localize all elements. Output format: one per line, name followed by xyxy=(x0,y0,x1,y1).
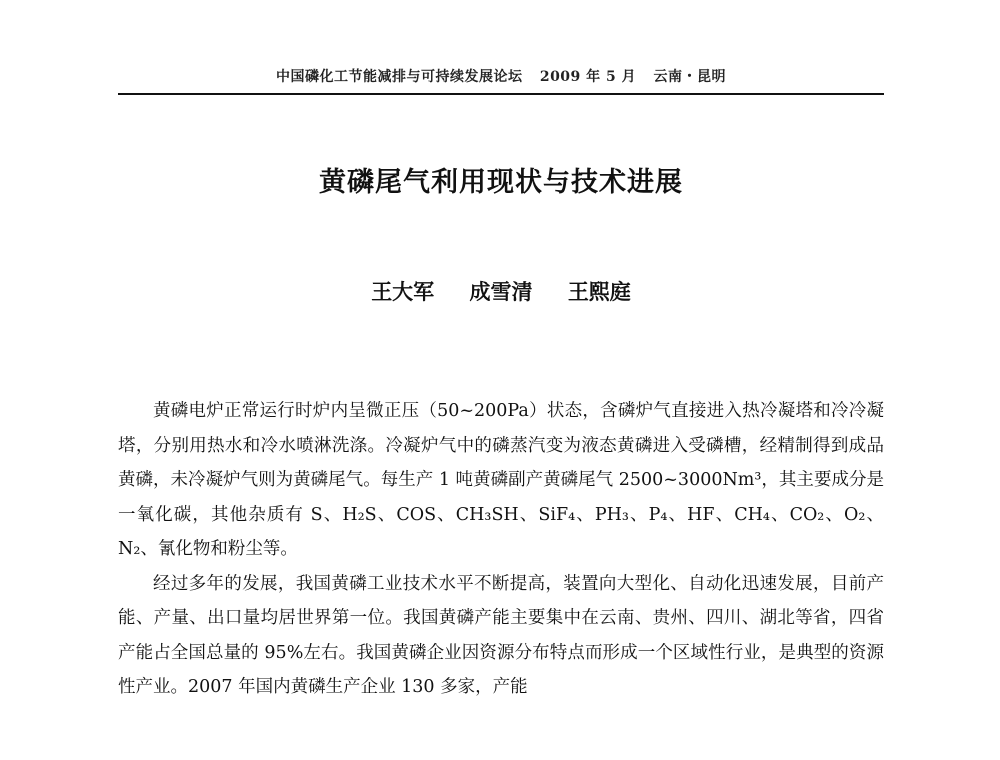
paragraph: 经过多年的发展，我国黄磷工业技术水平不断提高，装置向大型化、自动化迅速发展，目前产能、产量、出口量均居世界第一位。我国黄磷产能主要集中在云南、贵州、四川、湖北等省，四省产能占全国总量的 95%左右。我国黄磷企业因资源分布特点而形成一个区域性行业，是典型的资源性产业。2007 年国内黄磷生产企业 130 多家，产能 xyxy=(118,573,884,697)
author-name: 王熙庭 xyxy=(567,280,631,304)
author-list xyxy=(118,276,884,306)
running-header xyxy=(118,66,884,86)
body-text xyxy=(118,394,884,705)
author-name: 王大军 xyxy=(371,280,435,304)
header-location: 云南・昆明 xyxy=(653,69,727,85)
paragraph: 黄磷电炉正常运行时炉内呈微正压（50~200Pa）状态，含磷炉气直接进入热冷凝塔和冷冷凝塔，分别用热水和冷水喷淋洗涤。冷凝炉气中的磷蒸汽变为液态黄磷进入受磷槽，经精制得到成品黄磷，未冷凝炉气则为黄磷尾气。每生产 1 吨黄磷副产黄磷尾气 2500~3000Nm³，其主要成分是一氧化碳，其他杂质有 S、H₂S、COS、CH₃SH、SiF₄、PH₃、P₄、HF、CH₄、CO₂、O₂、N₂、氰化物和粉尘等。 xyxy=(118,401,884,559)
header-forum: 中国磷化工节能减排与可持续发展论坛 xyxy=(275,69,523,85)
author-name: 成雪清 xyxy=(469,280,533,304)
header-divider xyxy=(118,93,884,95)
header-date: 2009 年 5 月 xyxy=(539,69,637,85)
paper-title: 黄磷尾气利用现状与技术进展 xyxy=(319,167,683,198)
